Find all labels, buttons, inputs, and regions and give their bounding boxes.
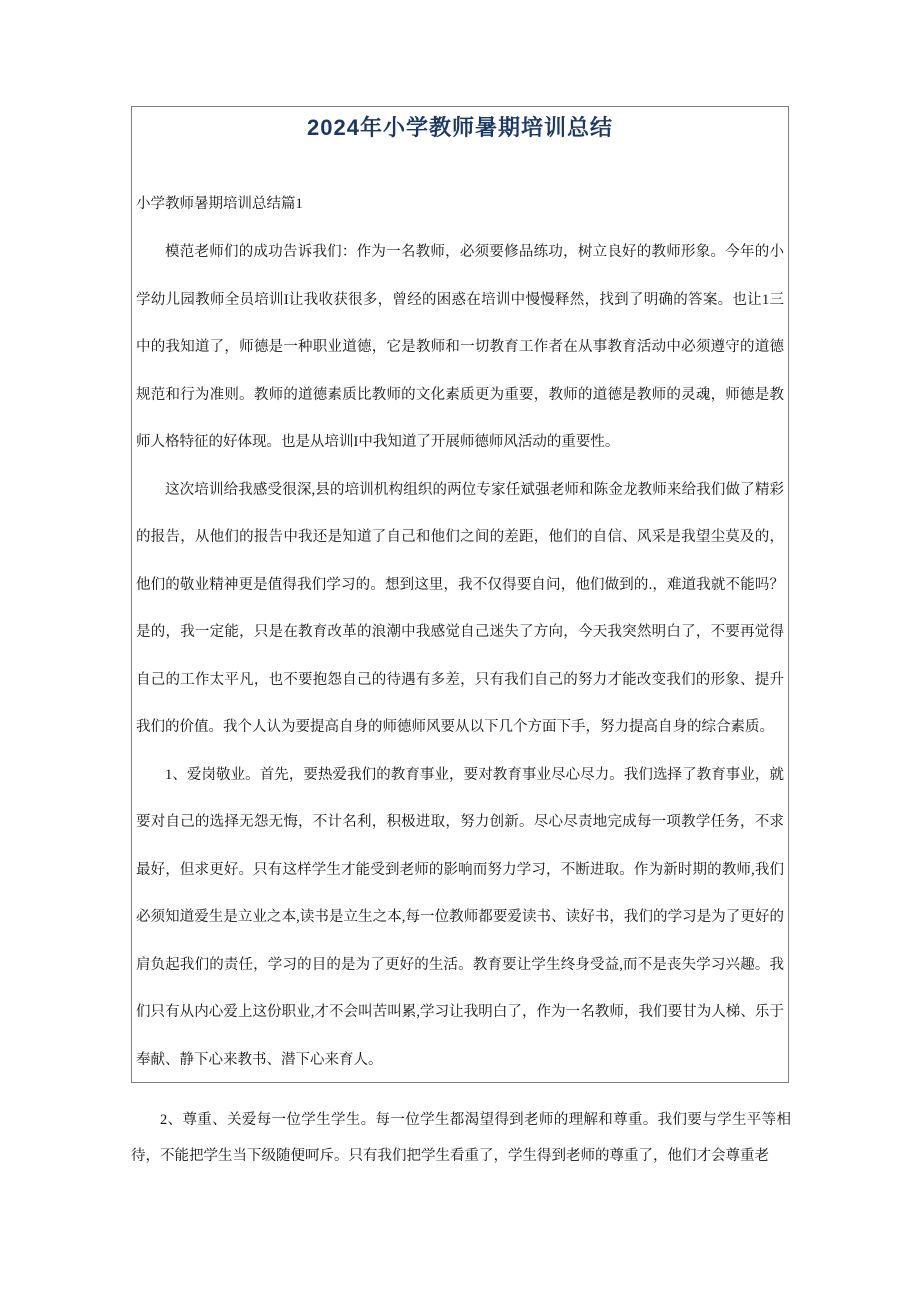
body-paragraph-1: 模范老师们的成功告诉我们：作为一名教师，必须要修品练功，树立良好的教师形象。今年的小学幼儿园教师全员培训I让我收获很多，曾经的困惑在培训中慢慢释然，找到了明确的答案。也让1三中的我知道了，师德是一种职业道德，它是教师和一切教育工作者在从事教育活动中必须遵守的道德规范和行为准则。教师的道德素质比教师的文化素质更为重要，教师的道德是教师的灵魂，师德是教师人格特征的好体现。也是从培训I中我知道了开展师德师风活动的重要性。 <box>136 244 784 450</box>
body-paragraph-3: 1、爱岗敬业。首先，要热爱我们的教育事业，要对教育事业尽心尽力。我们选择了教育事业，就要对自己的选择无怨无悔，不计名利，积极进取，努力创新。尽心尽责地完成每一项教学任务，不求最好，但求更好。只有这样学生才能受到老师的影响而努力学习，不断进取。作为新时期的教师,我们必须知道爱生是立业之本,读书是立生之本,每一位教师都要爱读书、读好书，我们的学习是为了更好的肩负起我们的责任，学习的目的是为了更好的生活。教育要让学生终身受益,而不是丧失学习兴趣。我们只有从内心爱上这份职业,才不会叫苦叫累,学习让我明白了，作为一名教师，我们要甘为人梯、乐于奉献、静下心来教书、潜下心来育人。 <box>136 766 784 1068</box>
continuation-paragraph: 2、尊重、关爱每一位学生学生。每一位学生都渴望得到老师的理解和尊重。我们要与学生平等相待，不能把学生当下级随便呵斥。只有我们把学生看重了，学生得到老师的尊重了，他们才会尊重老 <box>131 1112 791 1164</box>
body-paragraph-2: 这次培训给我感受很深,县的培训机构组织的两位专家任斌强老师和陈金龙教师来给我们做了精彩的报告，从他们的报告中我还是知道了自己和他们之间的差距，他们的自信、风采是我望尘莫及的，他们的敬业精神更是值得我们学习的。想到这里，我不仅得要自问，他们做到的.，难道我就不能吗？是的，我一定能，只是在教育改革的浪潮中我感觉自己迷失了方向，今天我突然明白了，不要再觉得自己的工作太平凡，也不要抱怨自己的待遇有多差，只有我们自己的努力才能改变我们的形象、提升我们的价值。我个人认为要提高自身的师德师风要从以下几个方面下手，努力提高自身的综合素质。 <box>136 481 784 735</box>
section-heading: 小学教师暑期培训总结篇1 <box>136 196 303 212</box>
document-frame <box>131 106 789 1083</box>
document-title: 2024年小学教师暑期培训总结 <box>307 115 613 140</box>
